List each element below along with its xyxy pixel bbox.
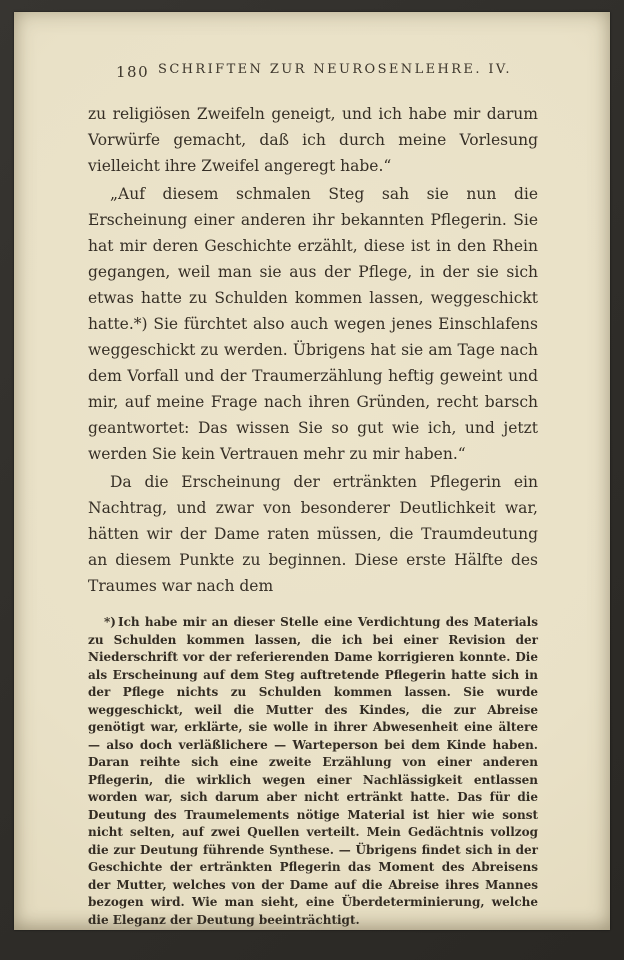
footnote-text: Ich habe mir an dieser Stelle eine Verdichtung des Materials zu Schulden kommen lassen, die ich bei einer Revision der Niederschrift vor der referierenden Dame korrigieren konnte. Die als Erscheinung auf dem Steg auftretende Pflegerin hatte sich in der Pflege nichts zu Schulden kommen lassen. Sie wurde weggeschickt, weil die Mutter des Kindes, die zur Abreise genötigt war, erklärte, sie wolle in ihrer Abwesenheit eine ältere — also doch verläßlichere — Warteperson bei dem Kinde haben. Daran reihte sich eine zweite Erzählung von einer anderen Pflegerin, die wirklich wegen einer Nachlässigkeit entlassen worden war, sich darum aber nicht ertränkt hatte. Das für die Deutung des Traumelements nötige Material ist hier wie sonst nicht selten, auf zwei Quellen verteilt. Mein Gedächtnis vollzog die zur Deutung führende Synthese. — Übrigens findet sich in der Geschichte der ertränkten Pflegerin das Moment des Abreisens der Mutter, welches von der Dame auf die Abreise ihres Mannes bezogen wird. Wie man sieht, eine Überdeterminierung, welche die Eleganz der Deutung beeinträchtigt.: [88, 615, 538, 927]
page-number: 180: [116, 63, 150, 81]
running-head: [88, 62, 538, 84]
paragraph: Da die Erscheinung der ertränkten Pflegerin ein Nachtrag, und zwar von besonderer Deutlichkeit war, hätten wir der Dame raten müssen, die Traumdeutung an diesem Punkte zu beginnen. Diese erste Hälfte des Traumes war nach dem: [88, 473, 538, 595]
running-head-title: SCHRIFTEN ZUR NEUROSENLEHRE. IV.: [158, 62, 512, 77]
footnote: [88, 614, 538, 929]
book-page: [14, 12, 610, 930]
footnote-paragraph: [88, 614, 538, 929]
paragraph: zu religiösen Zweifeln geneigt, und ich habe mir darum Vorwürfe gemacht, daß ich durch meine Vorlesung vielleicht ihre Zweifel angeregt habe.“: [88, 105, 538, 175]
page-content: [88, 12, 538, 929]
footnote-marker: *): [104, 615, 116, 629]
body-text: [88, 101, 538, 599]
paragraph: „Auf diesem schmalen Steg sah sie nun die Erscheinung einer anderen ihr bekannten Pflegerin. Sie hat mir deren Geschichte erzählt, diese ist in den Rhein gegangen, weil man sie aus der Pflege, in der sie sich etwas hatte zu Schulden kommen lassen, weggeschickt hatte.*) Sie fürchtet also auch wegen jenes Einschlafens weggeschickt zu werden. Übrigens hat sie am Tage nach dem Vorfall und der Traumerzählung heftig geweint und mir, auf meine Frage nach ihren Gründen, recht barsch geantwortet: Das wissen Sie so gut wie ich, und jetzt werden Sie kein Vertrauen mehr zu mir haben.“: [88, 185, 538, 463]
